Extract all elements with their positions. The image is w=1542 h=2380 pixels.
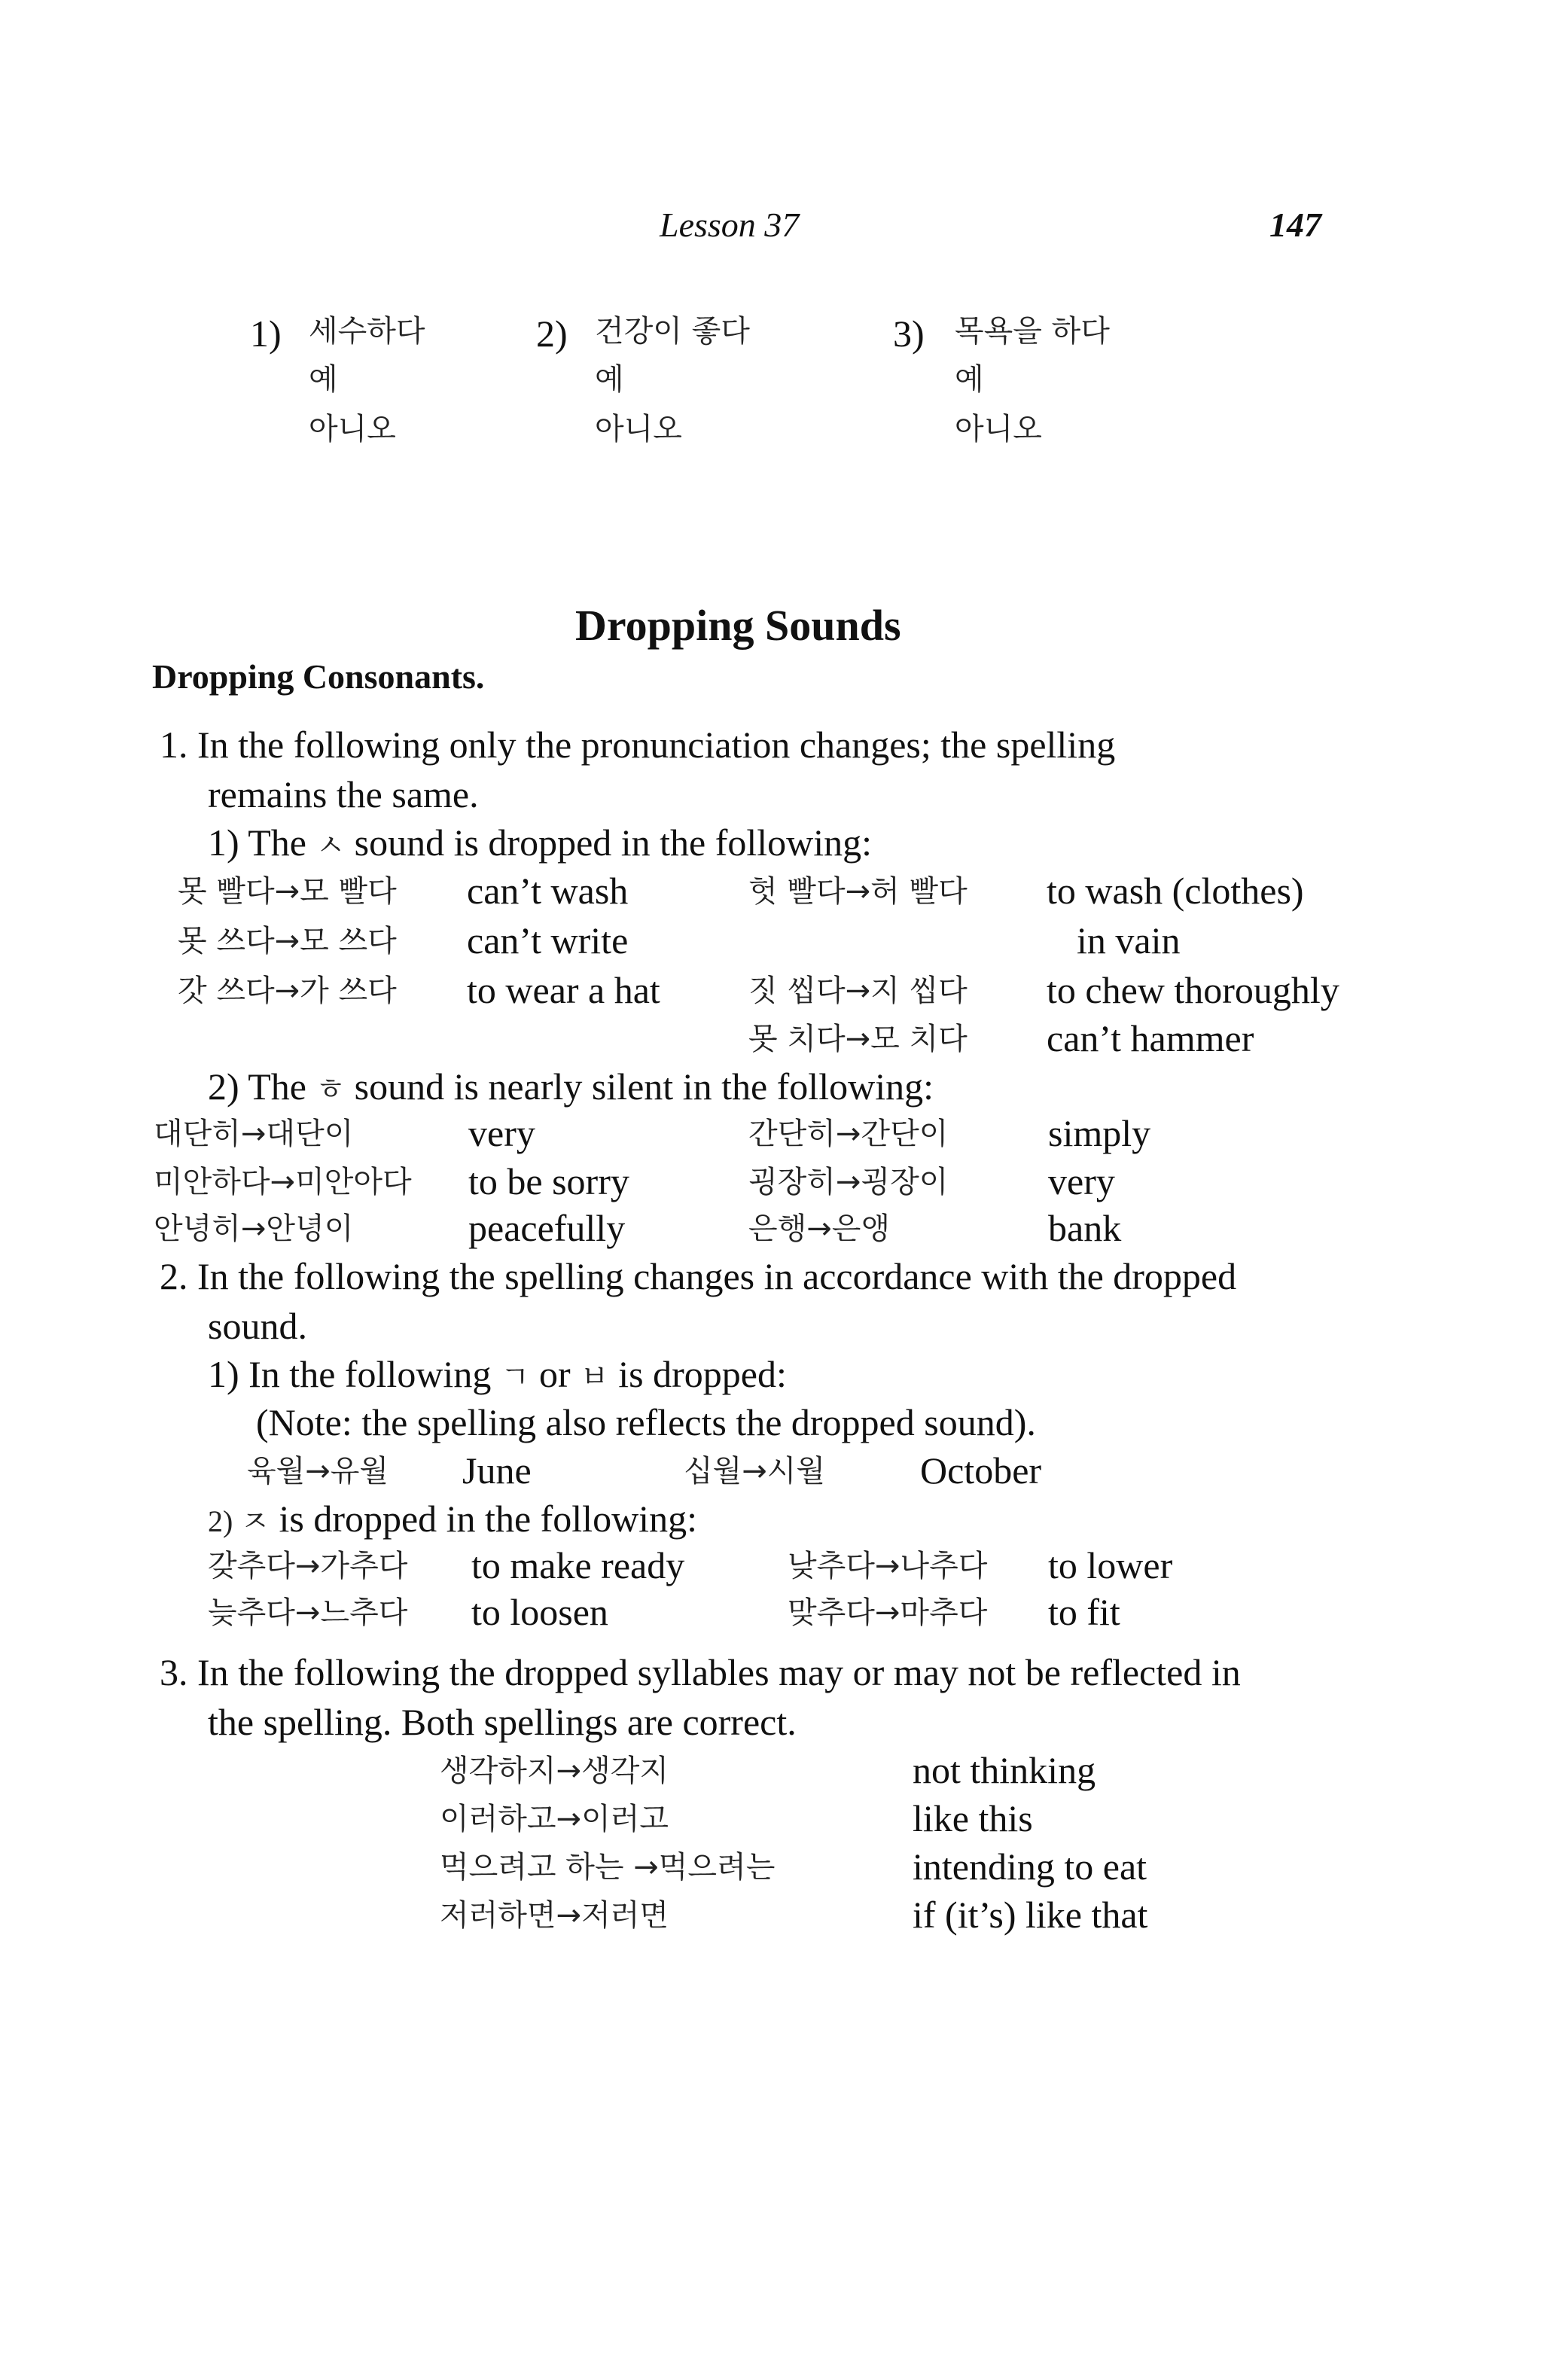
s2-intro-line1: 2. In the following the spelling changes in accordance with the dropped <box>160 1255 1237 1297</box>
running-head: Lesson 37 <box>660 206 800 244</box>
english-gloss: very <box>468 1112 535 1154</box>
english-gloss: October <box>920 1449 1042 1492</box>
exercise-number: 2) <box>536 312 568 355</box>
table-row <box>0 1751 1542 1799</box>
korean-example: 헛 빨다→허 빨다 <box>748 874 968 909</box>
s1-part2-heading <box>208 1065 934 1108</box>
english-gloss: to loosen <box>471 1591 608 1633</box>
answer-no: 아니오 <box>955 412 1042 446</box>
english-gloss: June <box>462 1449 532 1492</box>
korean-example: 저러하면→저러면 <box>440 1898 669 1933</box>
exercise-phrase: 세수하다 <box>309 314 425 349</box>
korean-example: 늦추다→느추다 <box>208 1595 408 1630</box>
english-gloss: to chew thoroughly <box>1047 969 1339 1011</box>
english-gloss: to be sorry <box>468 1160 629 1202</box>
table-row <box>0 971 1542 1019</box>
answer-yes: 예 <box>595 362 624 397</box>
heading-text: is dropped: <box>618 1353 787 1395</box>
english-gloss: in vain <box>1077 919 1181 961</box>
korean-example: 미안하다→미안아다 <box>154 1165 412 1199</box>
s2-part1-heading <box>208 1355 787 1393</box>
table-row <box>0 1449 1542 1500</box>
heading-jamo: ㅎ <box>315 1072 346 1107</box>
english-gloss: to wear a hat <box>467 969 660 1011</box>
english-gloss: to make ready <box>471 1544 685 1586</box>
heading-jamo: ㅅ <box>315 828 346 863</box>
english-gloss: if (it’s) like that <box>913 1894 1148 1936</box>
answer-no: 아니오 <box>309 412 396 446</box>
page-number: 147 <box>1269 206 1321 244</box>
korean-example: 이러하고→이러고 <box>440 1802 669 1836</box>
korean-example: 맞추다→마추다 <box>788 1595 988 1630</box>
exercise-number: 3) <box>893 312 925 355</box>
korean-example: 굉장히→굉장이 <box>748 1165 949 1199</box>
heading-text: 1) The <box>208 821 306 864</box>
korean-example: 대단히→대단이 <box>154 1117 354 1151</box>
heading-jamo: ㄱ <box>500 1360 530 1394</box>
english-gloss: simply <box>1048 1112 1151 1154</box>
heading-jamo: ㅂ <box>580 1360 609 1394</box>
english-gloss: not thinking <box>913 1749 1096 1791</box>
korean-example: 낮추다→나추다 <box>788 1549 988 1583</box>
subsection-title: Dropping Consonants. <box>152 657 485 696</box>
s2-intro-line2: sound. <box>208 1305 307 1347</box>
s3-intro-line1: 3. In the following the dropped syllables may or may not be reflected in <box>160 1651 1241 1693</box>
english-gloss: can’t write <box>467 919 629 961</box>
korean-example: 생각하지→생각지 <box>440 1754 669 1788</box>
heading-text: sound is nearly silent in the following: <box>354 1065 934 1108</box>
korean-example: 간단히→간단이 <box>748 1117 949 1151</box>
korean-example: 갖추다→가추다 <box>208 1549 408 1583</box>
s2-part2-heading <box>208 1498 697 1540</box>
english-gloss: like this <box>913 1797 1033 1839</box>
answer-yes: 예 <box>309 362 338 397</box>
heading-jamo: 2) ㅈ <box>208 1504 270 1538</box>
table-row <box>0 1845 1542 1896</box>
heading-text: or <box>538 1353 571 1395</box>
english-gloss: to fit <box>1048 1591 1120 1633</box>
english-gloss: can’t wash <box>467 870 629 912</box>
korean-example: 못 빨다→모 빨다 <box>178 874 397 909</box>
korean-example: 십월→시월 <box>684 1454 826 1489</box>
korean-example: 안녕히→안녕이 <box>154 1211 354 1246</box>
section-title: Dropping Sounds <box>575 601 901 650</box>
heading-text: 2) The <box>208 1065 306 1108</box>
korean-example: 못 치다→모 치다 <box>748 1022 968 1056</box>
s2-note: (Note: the spelling also reflects the dropped sound). <box>256 1401 1036 1443</box>
s1-part1-heading <box>208 821 873 864</box>
answer-yes: 예 <box>955 362 984 397</box>
table-row <box>0 1114 1542 1163</box>
table-row <box>0 919 1542 970</box>
heading-text: is dropped in the following: <box>279 1498 697 1540</box>
english-gloss: very <box>1048 1160 1115 1202</box>
exercise-phrase: 목욕을 하다 <box>955 314 1110 349</box>
s1-intro-line2: remains the same. <box>208 773 479 815</box>
exercise-number: 1) <box>250 312 282 355</box>
korean-example: 육월→유월 <box>247 1454 389 1489</box>
table-row <box>0 1019 1542 1068</box>
heading-text: 1) In the following <box>208 1353 492 1395</box>
english-gloss: can’t hammer <box>1047 1017 1254 1059</box>
heading-text: sound is dropped in the following: <box>354 821 873 864</box>
table-row <box>0 1799 1542 1848</box>
english-gloss: to wash (clothes) <box>1047 870 1304 912</box>
table-row <box>0 1896 1542 1944</box>
korean-example: 은행→은앵 <box>748 1211 891 1246</box>
english-gloss: peacefully <box>468 1207 626 1249</box>
exercise-phrase: 건강이 좋다 <box>595 314 750 349</box>
s1-intro-line1: 1. In the following only the pronunciation changes; the spelling <box>160 724 1116 766</box>
table-row <box>0 1544 1542 1595</box>
s3-intro-line2: the spelling. Both spellings are correct. <box>208 1701 797 1743</box>
korean-example: 먹으려고 하는 →먹으려는 <box>440 1850 776 1885</box>
korean-example: 갓 쓰다→가 쓰다 <box>178 974 397 1008</box>
korean-example: 못 쓰다→모 쓰다 <box>178 924 397 958</box>
english-gloss: bank <box>1048 1207 1122 1249</box>
answer-no: 아니오 <box>595 412 682 446</box>
table-row <box>0 872 1542 920</box>
table-row <box>0 1160 1542 1211</box>
english-gloss: to lower <box>1048 1544 1173 1586</box>
korean-example: 짓 씹다→지 씹다 <box>748 974 968 1008</box>
english-gloss: intending to eat <box>913 1845 1147 1888</box>
table-row <box>0 1209 1542 1257</box>
table-row <box>0 1593 1542 1641</box>
